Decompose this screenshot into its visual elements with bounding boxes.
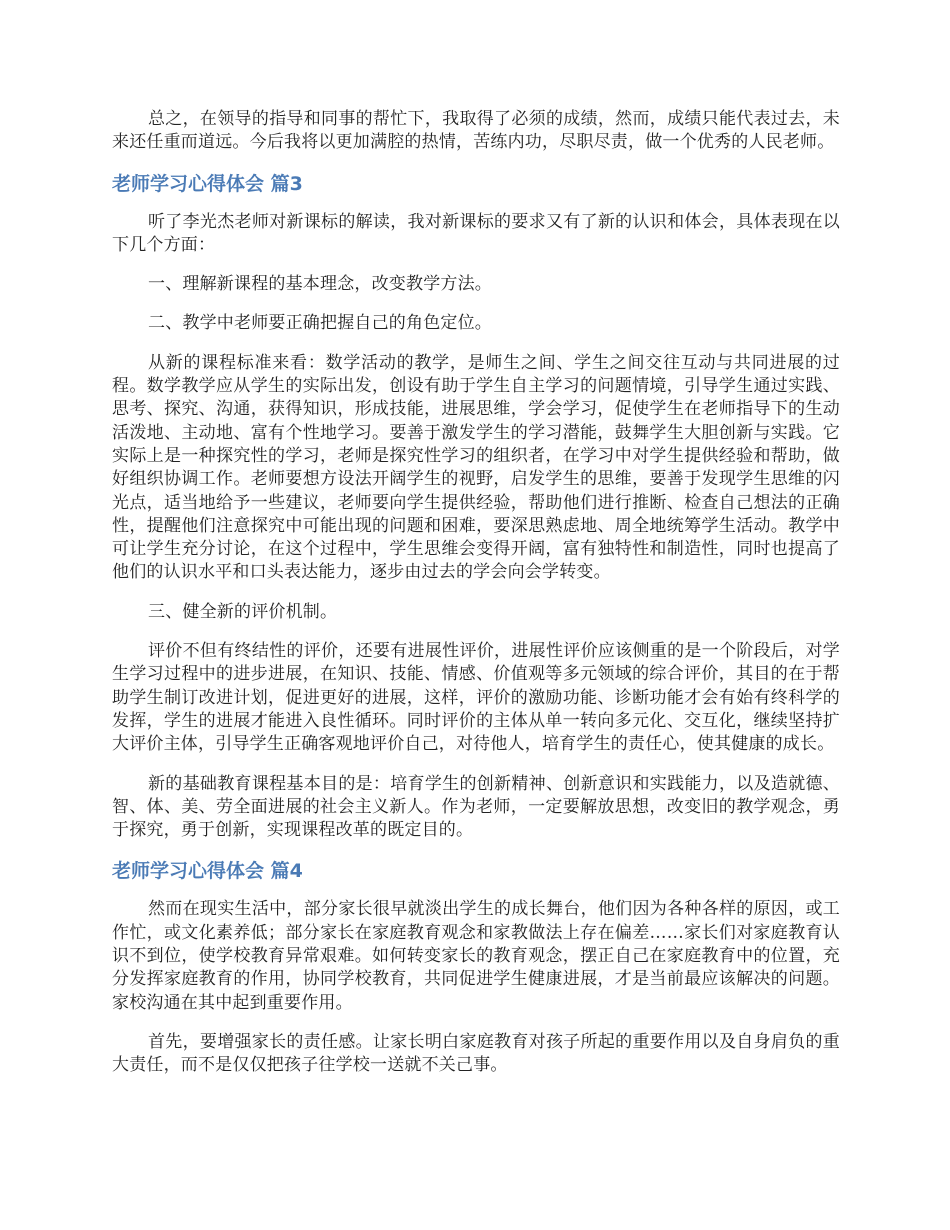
paragraph: 听了李光杰老师对新课标的解读，我对新课标的要求又有了新的认识和体会，具体表现在以下几个方面： <box>112 211 840 255</box>
paragraph: 评价不但有终结性的评价，还要有进展性评价，进展性评价应该侧重的是一个阶段后，对学生学习过程中的进步进展，在知识、技能、情感、价值观等多元领域的综合评价，其目的在于帮助学生制订改进计划，促进更好的进展，这样，评价的激励功能、诊断功能才会有始有终科学的发挥，学生的进展才能进入良性循环。同时评价的主体从单一转向多元化、交互化，继续坚持扩大评价主体，引导学生正确客观地评价自己，对待他人，培育学生的责任心，使其健康的成长。 <box>112 641 840 755</box>
document-page <box>112 108 840 1094</box>
section-heading-4: 老师学习心得体会 篇4 <box>112 860 303 883</box>
paragraph: 一、理解新课程的基本理念，改变教学方法。 <box>148 274 492 295</box>
paragraph: 总之，在领导的指导和同事的帮忙下，我取得了必须的成绩，然而，成绩只能代表过去，未来还任重而道远。今后我将以更加满腔的热情，苦练内功，尽职尽责，做一个优秀的人民老师。 <box>112 109 840 153</box>
section-heading-3: 老师学习心得体会 篇3 <box>112 172 303 195</box>
paragraph: 首先，要增强家长的责任感。让家长明白家庭教育对孩子所起的重要作用以及自身肩负的重大责任，而不是仅仅把孩子往学校一送就不关己事。 <box>112 1031 840 1076</box>
paragraph: 三、健全新的评价机制。 <box>148 601 338 622</box>
paragraph: 从新的课程标准来看：数学活动的教学，是师生之间、学生之间交往互动与共同进展的过程。数学教学应从学生的实际出发，创设有助于学生自主学习的问题情境，引导学生通过实践、思考、探究、沟通，获得知识，形成技能，进展思维，学会学习，促使学生在老师指导下的生动活泼地、主动地、富有个性地学习。要善于激发学生的学习潜能，鼓舞学生大胆创新与实践。它实际上是一种探究性的学习，老师是探究性学习的组织者，在学习中对学生提供经验和帮助，做好组织协调工作。老师要想方设法开阔学生的视野，启发学生的思维，要善于发现学生思维的闪光点，适当地给予一些建议，老师要向学生提供经验，帮助他们进行推断、检查自己想法的正确性，提醒他们注意探究中可能出现的问题和困难，要深思熟虑地、周全地统筹学生活动。教学中可让学生充分讨论，在这个过程中，学生思维会变得开阔，富有独特性和制造性，同时也提高了他们的认识水平和口头表达能力，逐步由过去的学会向会学转变。 <box>112 352 840 583</box>
paragraph: 新的基础教育课程基本目的是：培育学生的创新精神、创新意识和实践能力，以及造就德、智、体、美、劳全面进展的社会主义新人。作为老师，一定要解放思想，改变旧的教学观念，勇于探究，勇于创新，实现课程改革的既定目的。 <box>112 773 840 841</box>
paragraph: 然而在现实生活中，部分家长很早就淡出学生的成长舞台，他们因为各种各样的原因，或工作忙，或文化素养低；部分家长在家庭教育观念和家教做法上存在偏差……家长们对家庭教育认识不到位，使学校教育异常艰难。如何转变家长的教育观念，摆正自己在家庭教育中的位置，充分发挥家庭教育的作用，协同学校教育，共同促进学生健康进展，才是当前最应该解决的问题。家校沟通在其中起到重要作用。 <box>112 899 840 1013</box>
paragraph: 二、教学中老师要正确把握自己的角色定位。 <box>148 313 492 334</box>
